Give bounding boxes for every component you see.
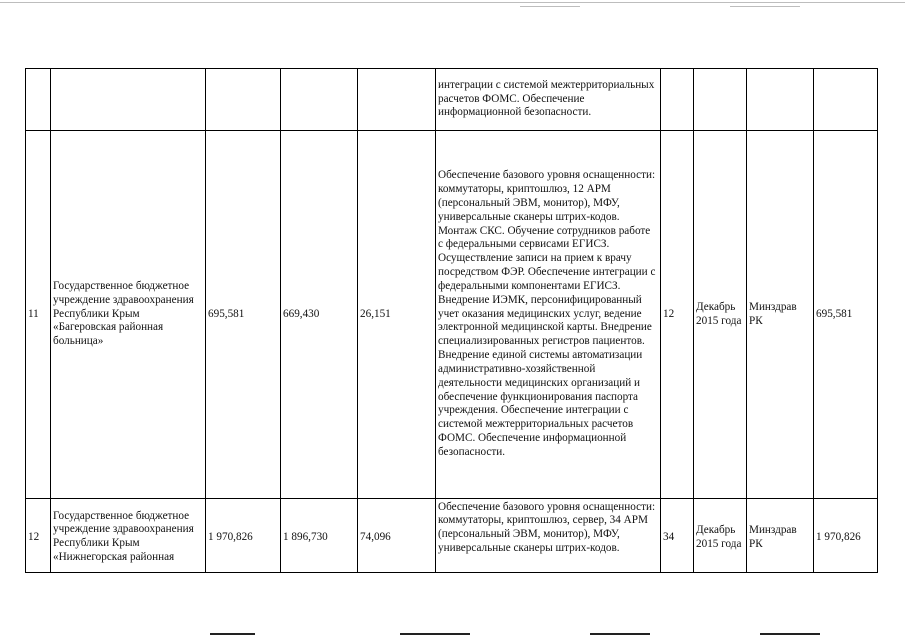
cell-federal: 669,430: [281, 131, 358, 499]
cell-total: 695,581: [206, 131, 281, 499]
cell-workstations: 12: [661, 131, 694, 499]
cell-description: [436, 499, 661, 573]
cell-responsible: [747, 69, 814, 131]
cell-num: [26, 499, 51, 573]
table-row-12: [26, 499, 878, 573]
table-row-continued: [26, 69, 878, 131]
scan-artifact-bottom: [400, 633, 470, 635]
cell-amount: [814, 499, 878, 573]
scan-artifact-top: [520, 6, 580, 7]
scan-artifact-bottom: [760, 633, 820, 635]
cell-workstations-text: 34: [663, 530, 675, 543]
cell-description: интеграции с системой межтерриториальных расчетов ФОМС. Обеспечение информационной безопасности.: [436, 69, 661, 131]
table-row-11: [26, 131, 878, 499]
cell-amount-text: 1 970,826: [816, 530, 861, 543]
scan-artifact-top: [0, 2, 905, 3]
cell-regional: [358, 69, 436, 131]
allocation-table: [25, 68, 878, 573]
cell-num-text: 12: [28, 530, 40, 543]
cell-num: 11: [26, 131, 51, 499]
cell-total: [206, 69, 281, 131]
scan-artifact-bottom: [590, 633, 650, 635]
cell-organization: Государственное бюджетное учреждение здравоохранения Республики Крым «Багеровская районная больница»: [51, 131, 206, 499]
cell-responsible: Минздрав РК: [747, 131, 814, 499]
cell-deadline: [694, 69, 747, 131]
cell-description: Обеспечение базового уровня оснащенности: коммутаторы, криптошлюз, 12 АРМ (персональный ЭВМ, монитор), МФУ, универсальные сканеры штрих-кодов. Монтаж СКС. Обучение сотрудников работе с федеральными сервисами ЕГИСЗ. Осуществление записи на прием к врачу посредством ФЭР. Обеспечение интеграции с федеральными компонентами ЕГИСЗ. Внедрение ИЭМК, персонифицированный учет оказания медицинских услуг, ведение электронной медицинской карты. Внедрение специализированных регистров пациентов. Внедрение единой системы автоматизации административно-хозяйственной деятельности медицинских организаций и обеспечение функционирования паспорта учреждения. Обеспечение интеграции с системой межтерриториальных расчетов ФОМС. Обеспечение информационной безопасности.: [436, 131, 661, 499]
cell-federal: [281, 499, 358, 573]
scan-artifact-top: [730, 6, 800, 7]
cell-federal-text: 1 896,730: [283, 530, 328, 543]
cell-deadline-text: Декабрь 2015 года: [696, 523, 742, 550]
cell-organization-text: Государственное бюджетное учреждение здравоохранения Республики Крым «Нижнегорская районная: [53, 509, 194, 564]
cell-regional: 26,151: [358, 131, 436, 499]
cell-responsible: [747, 499, 814, 573]
cell-responsible-text: Минздрав РК: [749, 523, 797, 550]
cell-organization: [51, 69, 206, 131]
cell-total-text: 1 970,826: [208, 530, 253, 543]
cell-deadline: Декабрь 2015 года: [694, 131, 747, 499]
cell-description-text: Обеспечение базового уровня оснащенности: коммутаторы, криптошлюз, сервер, 34 АРМ (персональный ЭВМ, монитор), МФУ, универсальные сканеры штрих-кодов.: [438, 500, 656, 555]
cell-workstations: [661, 499, 694, 573]
cell-federal: [281, 69, 358, 131]
cell-organization: [51, 499, 206, 573]
cell-regional-text: 74,096: [360, 530, 391, 543]
cell-regional: [358, 499, 436, 573]
cell-total: [206, 499, 281, 573]
scan-artifact-bottom: [210, 633, 255, 635]
cell-amount: [814, 69, 878, 131]
cell-deadline: [694, 499, 747, 573]
cell-num: [26, 69, 51, 131]
cell-amount: 695,581: [814, 131, 878, 499]
cell-workstations: [661, 69, 694, 131]
